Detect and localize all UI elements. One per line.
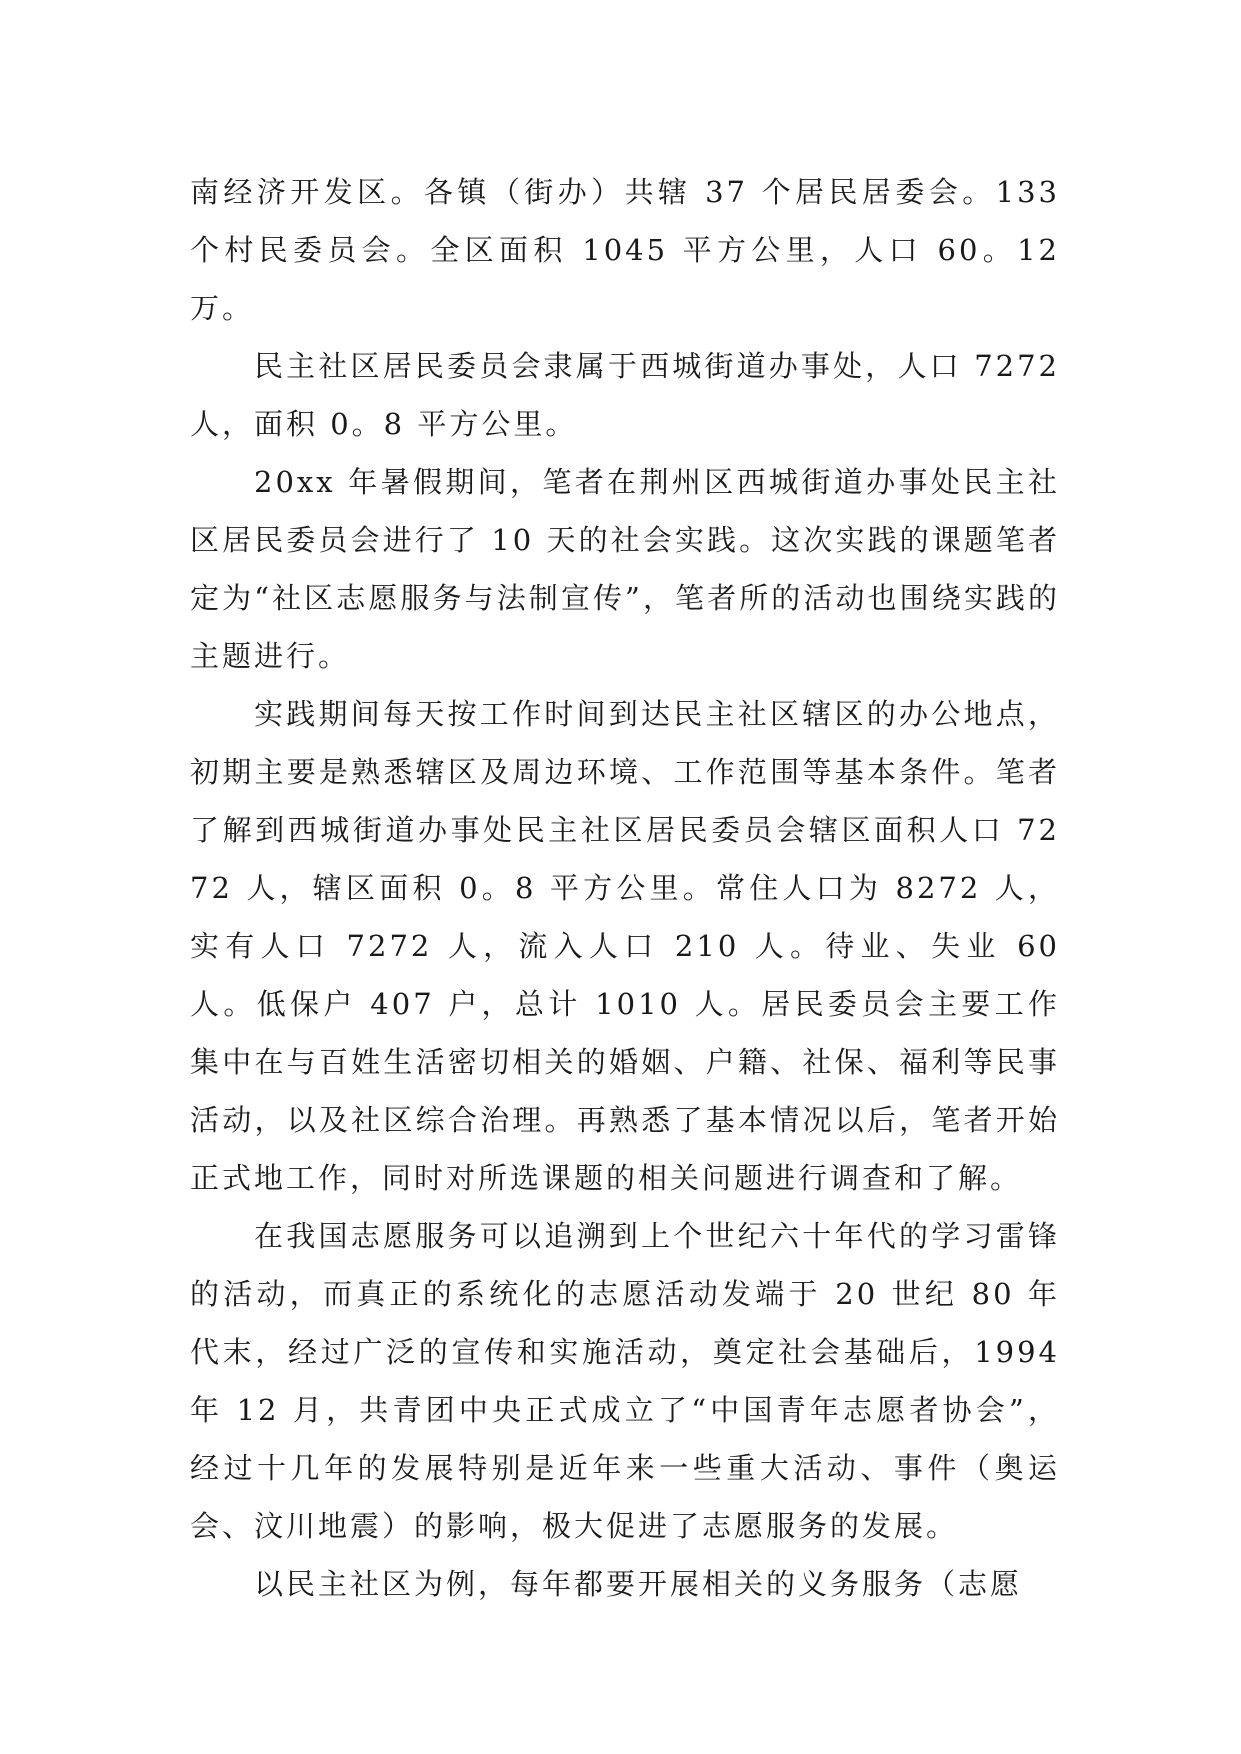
- document-body: [190, 163, 1060, 1613]
- paragraph-2: 民主社区居民委员会隶属于西城街道办事处，人口 7272 人，面积 0。8 平方公里。: [190, 349, 1060, 441]
- paragraph-6: 以民主社区为例，每年都要开展相关的义务服务（志愿: [254, 1567, 1023, 1601]
- paragraph-5: 在我国志愿服务可以追溯到上个世纪六十年代的学习雷锋的活动，而真正的系统化的志愿活动发端于 20 世纪 80 年代末，经过广泛的宣传和实施活动，奠定社会基础后，1994 年 12 月，共青团中央正式成立了“中国青年志愿者协会”，经过十几年的发展特别是近年来一些重大活动、事件（奥运会、汶川地震）的影响，极大促进了志愿服务的发展。: [190, 1219, 1060, 1543]
- paragraph-1: 南经济开发区。各镇（街办）共辖 37 个居民居委会。133 个村民委员会。全区面积 1045 平方公里，人口 60。12 万。: [190, 175, 1060, 325]
- paragraph-4: 实践期间每天按工作时间到达民主社区辖区的办公地点，初期主要是熟悉辖区及周边环境、工作范围等基本条件。笔者了解到西城街道办事处民主社区居民委员会辖区面积人口 7272 人，辖区面积 0。8 平方公里。常住人口为 8272 人，实有人口 7272 人，流入人口 210 人。待业、失业 60 人。低保户 407 户，总计 1010 人。居民委员会主要工作集中在与百姓生活密切相关的婚姻、户籍、社保、福利等民事活动，以及社区综合治理。再熟悉了基本情况以后，笔者开始正式地工作，同时对所选课题的相关问题进行调查和了解。: [190, 697, 1060, 1195]
- paragraph-3: 20xx 年暑假期间，笔者在荆州区西城街道办事处民主社区居民委员会进行了 10 天的社会实践。这次实践的课题笔者定为“社区志愿服务与法制宣传”，笔者所的活动也围绕实践的主题进行。: [190, 465, 1060, 673]
